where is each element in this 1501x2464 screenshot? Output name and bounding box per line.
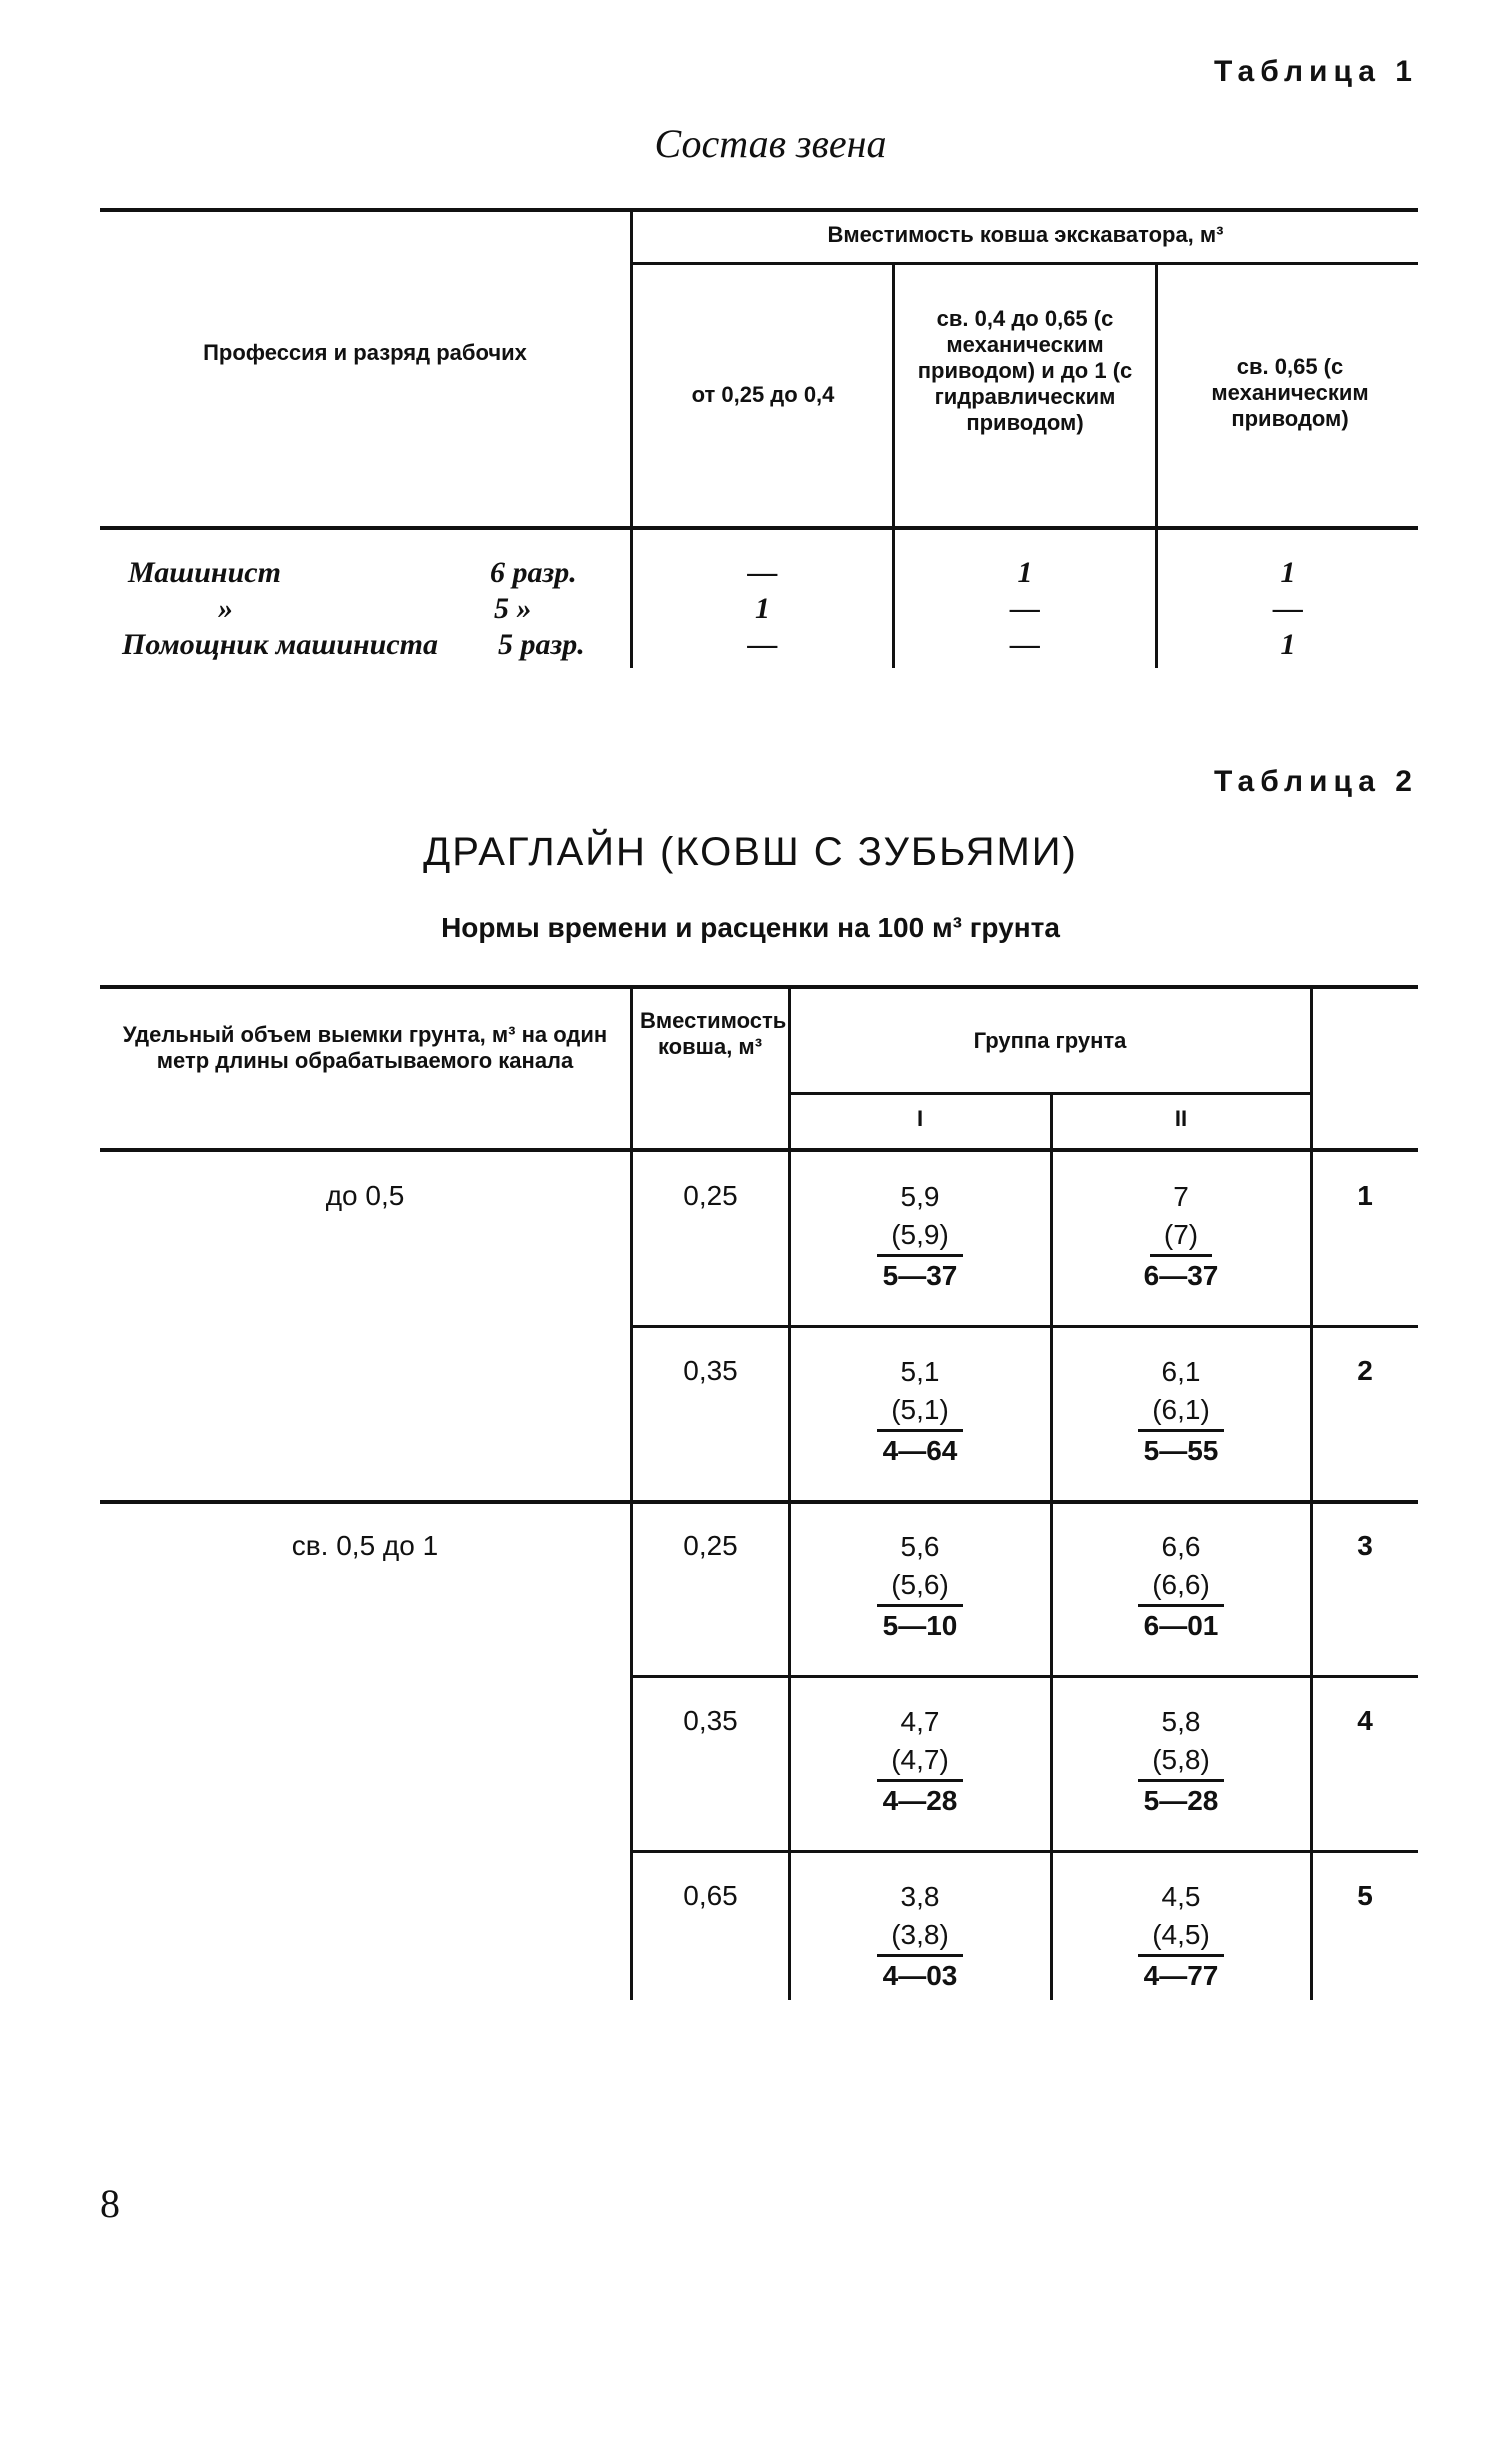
table1-header-profession: Профессия и разряд рабочих — [203, 340, 527, 365]
table1-r1-c2: 1 — [1017, 556, 1033, 589]
table2-r1-volume: до 0,5 — [325, 1180, 405, 1211]
table2-r5-g2: 4,5 (4,5) 4—77 — [1052, 1878, 1310, 1995]
table2-r3-bucket: 0,25 — [683, 1530, 738, 1561]
table1-r2-c1: 1 — [755, 592, 770, 625]
table1-header-col1: от 0,25 до 0,4 — [691, 382, 835, 407]
table2-r1-bucket: 0,25 — [683, 1180, 738, 1211]
table1-r1-c3: 1 — [1280, 556, 1296, 589]
table2-r4-num: 4 — [1357, 1705, 1373, 1736]
table1-r3-c1: — — [747, 628, 778, 661]
table2-r3-g1: 5,6 (5,6) 5—10 — [790, 1528, 1050, 1645]
table1-header-col3: св. 0,65 (с механическим приводом) — [1211, 354, 1369, 431]
table1-row3-grade: 5 разр. — [498, 628, 585, 661]
table2-header-g1: I — [916, 1106, 924, 1131]
table2-r4-g1: 4,7 (4,7) 4—28 — [790, 1703, 1050, 1820]
table2-label: Таблица 2 — [1213, 765, 1418, 798]
table2-r2-num: 2 — [1357, 1355, 1373, 1386]
table2-header-group: Группа грунта — [973, 1028, 1127, 1053]
table2-r4-bucket: 0,35 — [683, 1705, 738, 1736]
table2-r2-g2: 6,1 (6,1) 5—55 — [1052, 1353, 1310, 1470]
table1-header-capacity: Вместимость ковша экскаватора, м³ — [827, 222, 1224, 247]
table2-r3-g2: 6,6 (6,6) 6—01 — [1052, 1528, 1310, 1645]
table2-header-bucket: Вместимость ковша, м³ — [640, 1008, 787, 1059]
table1-row1-name: Машинист — [128, 556, 281, 589]
table2-r3-volume: св. 0,5 до 1 — [291, 1530, 439, 1561]
table1-title: Состав звена — [654, 121, 887, 166]
table2-r1-g1: 5,9 (5,9) 5—37 — [790, 1178, 1050, 1295]
table2-r1-num: 1 — [1357, 1180, 1373, 1211]
table1-r3-c3: 1 — [1280, 628, 1296, 661]
table1-row2-grade: 5 » — [494, 592, 532, 625]
page-number: 8 — [100, 2181, 120, 2226]
table2-header-volume: Удельный объем выемки грунта, м³ на один метр длины обрабатываемого канала — [122, 1022, 608, 1073]
table1-r3-c2: — — [1010, 628, 1040, 661]
table2-r5-g1: 3,8 (3,8) 4—03 — [790, 1878, 1050, 1995]
table2-r5-bucket: 0,65 — [683, 1880, 738, 1911]
table2-r5-num: 5 — [1357, 1880, 1373, 1911]
table2-r2-g1: 5,1 (5,1) 4—64 — [790, 1353, 1050, 1470]
table2-header-g2: II — [1174, 1106, 1188, 1131]
table1-label: Таблица 1 — [1213, 55, 1418, 88]
table1-r2-c2: — — [1010, 592, 1040, 625]
table1-row3-name: Помощник машиниста — [122, 628, 438, 661]
table2-r4-g2: 5,8 (5,8) 5—28 — [1052, 1703, 1310, 1820]
table2-title: ДРАГЛАЙН (КОВШ С ЗУБЬЯМИ) — [423, 830, 1078, 874]
table2-r1-g2: 7 (7) 6—37 — [1143, 1181, 1219, 1291]
table1-r1-c1: — — [747, 556, 778, 589]
table1-row2-name: » — [218, 592, 233, 625]
table1-row1-grade: 6 разр. — [490, 556, 577, 589]
table1-r2-c3: — — [1273, 592, 1303, 625]
table2-r3-num: 3 — [1357, 1530, 1373, 1561]
table1-header-col2: св. 0,4 до 0,65 (с механическим приводом) и до 1 (с гидравлическим приводом) — [917, 306, 1133, 435]
table2-subtitle: Нормы времени и расценки на 100 м³ грунта — [441, 912, 1060, 943]
table2-r2-bucket: 0,35 — [683, 1355, 738, 1386]
